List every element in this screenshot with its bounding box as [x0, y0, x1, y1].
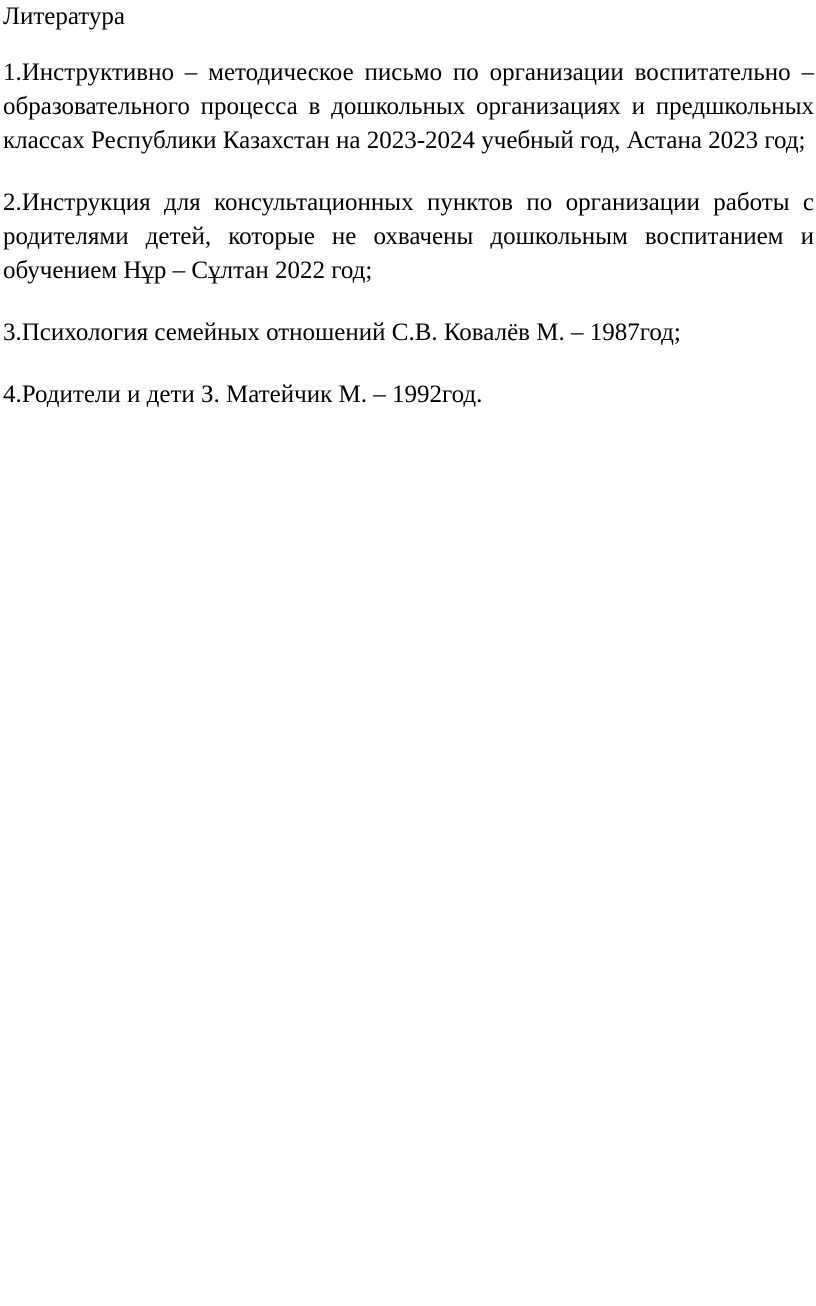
reference-item-4: 4.Родители и дети З. Матейчик М. – 1992год. — [3, 381, 483, 408]
reference-item-2: 2.Инструкция для консультационных пунктов по организации работы с родителями детей, которые не охвачены дошкольным воспитанием и обучением Нұр – Сұлтан 2022 год; — [3, 189, 814, 284]
literature-heading: Литература — [3, 3, 125, 30]
reference-item-1: 1.Инструктивно – методическое письмо по организации воспитательно – образовательного процесса в дошкольных организациях и предшкольных классах Республики Казахстан на 2023-2024 учебный год, Астана 2023 год; — [3, 59, 814, 154]
document-page — [3, 0, 814, 412]
reference-item-3: 3.Психология семейных отношений С.В. Ковалёв М. – 1987год; — [3, 319, 681, 346]
reference-list — [3, 56, 814, 412]
